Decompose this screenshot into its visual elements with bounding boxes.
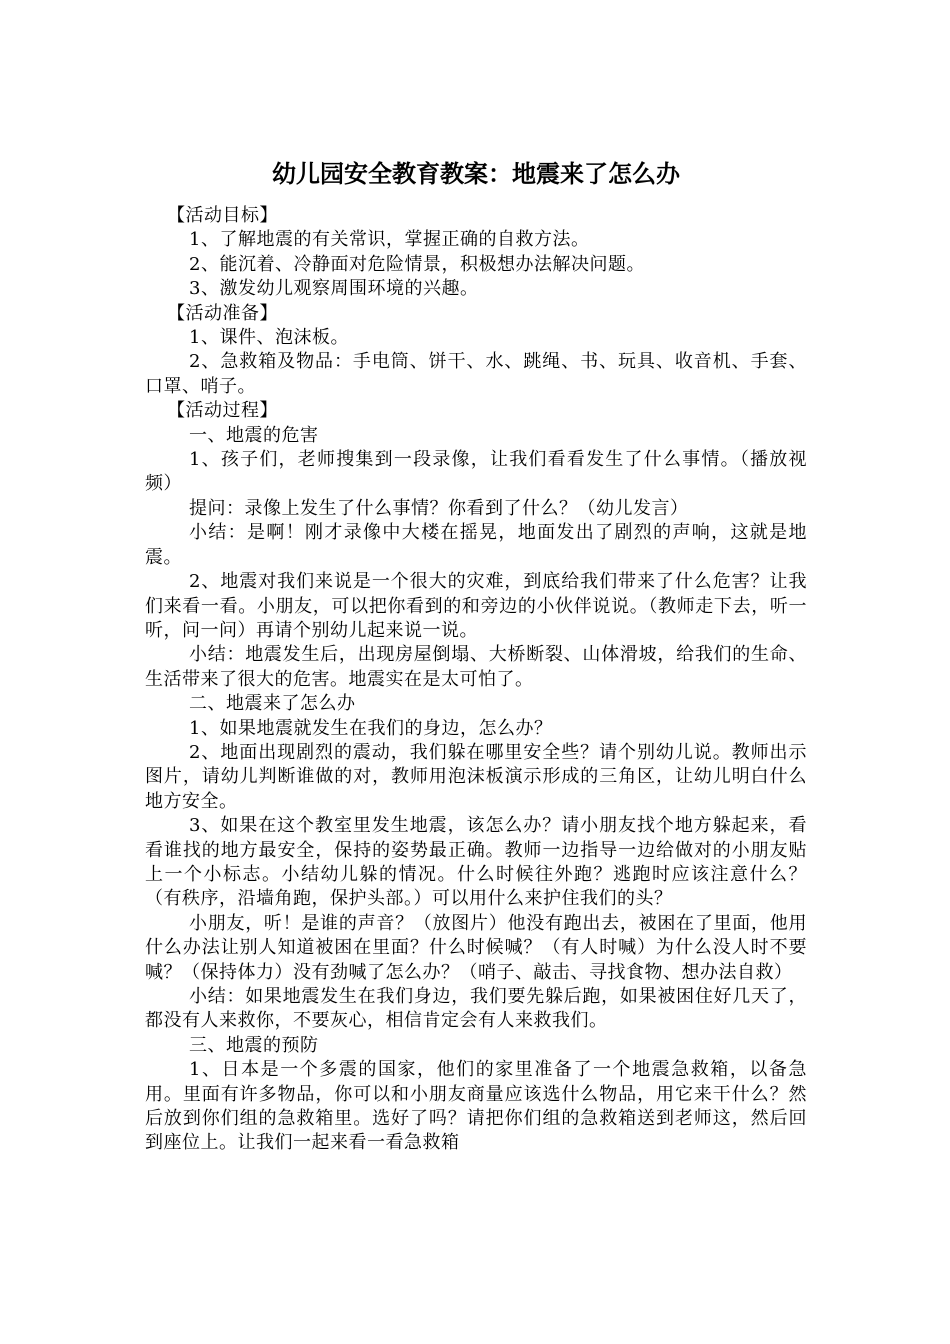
paragraph: 1、日本是一个多震的国家，他们的家里准备了一个地震急救箱，以备急用。里面有许多物品，你可以和小朋友商量应该选什么物品，用它来干什么？然后放到你们组的急救箱里。选好了吗？请把你们组的急救箱送到老师这，然后回到座位上。让我们一起来看一看急救箱 bbox=[145, 1059, 807, 1154]
paragraph: 一、地震的危害 bbox=[189, 424, 319, 446]
document-body bbox=[145, 158, 807, 1156]
paragraph: 1、课件、泡沫板。 bbox=[189, 327, 349, 349]
paragraph: 3、激发幼儿观察周围环境的兴趣。 bbox=[189, 278, 479, 300]
paragraph: 小结：地震发生后，出现房屋倒塌、大桥断裂、山体滑坡，给我们的生命、生活带来了很大的危害。地震实在是太可怕了。 bbox=[145, 644, 807, 690]
paragraph: 1、如果地震就发生在我们的身边，怎么办？ bbox=[189, 717, 553, 739]
paragraph: 二、地震来了怎么办 bbox=[189, 693, 356, 715]
paragraph: 小结：如果地震发生在我们身边，我们要先躲后跑，如果被困住好几天了，都没有人来救你，不要灰心，相信肯定会有人来救我们。 bbox=[145, 986, 807, 1032]
paragraph: 2、能沉着、冷静面对危险情景，积极想办法解决问题。 bbox=[189, 253, 645, 275]
paragraph: 小结：是啊！刚才录像中大楼在摇晃，地面发出了剧烈的声响，这就是地震。 bbox=[145, 522, 807, 568]
paragraph: 3、如果在这个教室里发生地震，该怎么办？请小朋友找个地方躲起来，看看谁找的地方最安全，保持的姿势最正确。教师一边指导一边给做对的小朋友贴上一个小标志。小结幼儿躲的情况。什么时候往外跑？逃跑时应该注意什么？（有秩序，沿墙角跑，保护头部。）可以用什么来护住我们的头？ bbox=[145, 815, 807, 910]
paragraph: 2、急救箱及物品：手电筒、饼干、水、跳绳、书、玩具、收音机、手套、口罩、哨子。 bbox=[145, 351, 807, 397]
paragraph-list bbox=[145, 204, 807, 1156]
paragraph: 三、地震的预防 bbox=[189, 1034, 319, 1056]
paragraph: 提问：录像上发生了什么事情？你看到了什么？（幼儿发言） bbox=[189, 497, 689, 519]
section-heading: 【活动准备】 bbox=[167, 302, 278, 324]
section-heading: 【活动目标】 bbox=[167, 205, 278, 226]
paragraph: 1、了解地震的有关常识，掌握正确的自救方法。 bbox=[189, 229, 590, 251]
paragraph: 小朋友，听！是谁的声音？（放图片）他没有跑出去，被困在了里面，他用什么办法让别人知道被困在里面？什么时候喊？（有人时喊）为什么没人时不要喊？（保持体力）没有劲喊了怎么办？（哨子、敲击、寻找食物、想办法自救） bbox=[145, 912, 807, 983]
document-title: 幼儿园安全教育教案：地震来了怎么办 bbox=[272, 159, 680, 188]
paragraph: 2、地震对我们来说是一个很大的灾难，到底给我们带来了什么危害？让我们来看一看。小朋友，可以把你看到的和旁边的小伙伴说说。（教师走下去，听一听，问一问）再请个别幼儿起来说一说。 bbox=[145, 571, 807, 641]
paragraph: 1、孩子们，老师搜集到一段录像，让我们看看发生了什么事情。（播放视频） bbox=[145, 449, 807, 495]
section-heading: 【活动过程】 bbox=[167, 400, 278, 422]
paragraph: 2、地面出现剧烈的震动，我们躲在哪里安全些？请个别幼儿说。教师出示图片，请幼儿判断谁做的对，教师用泡沫板演示形成的三角区，让幼儿明白什么地方安全。 bbox=[145, 741, 807, 812]
